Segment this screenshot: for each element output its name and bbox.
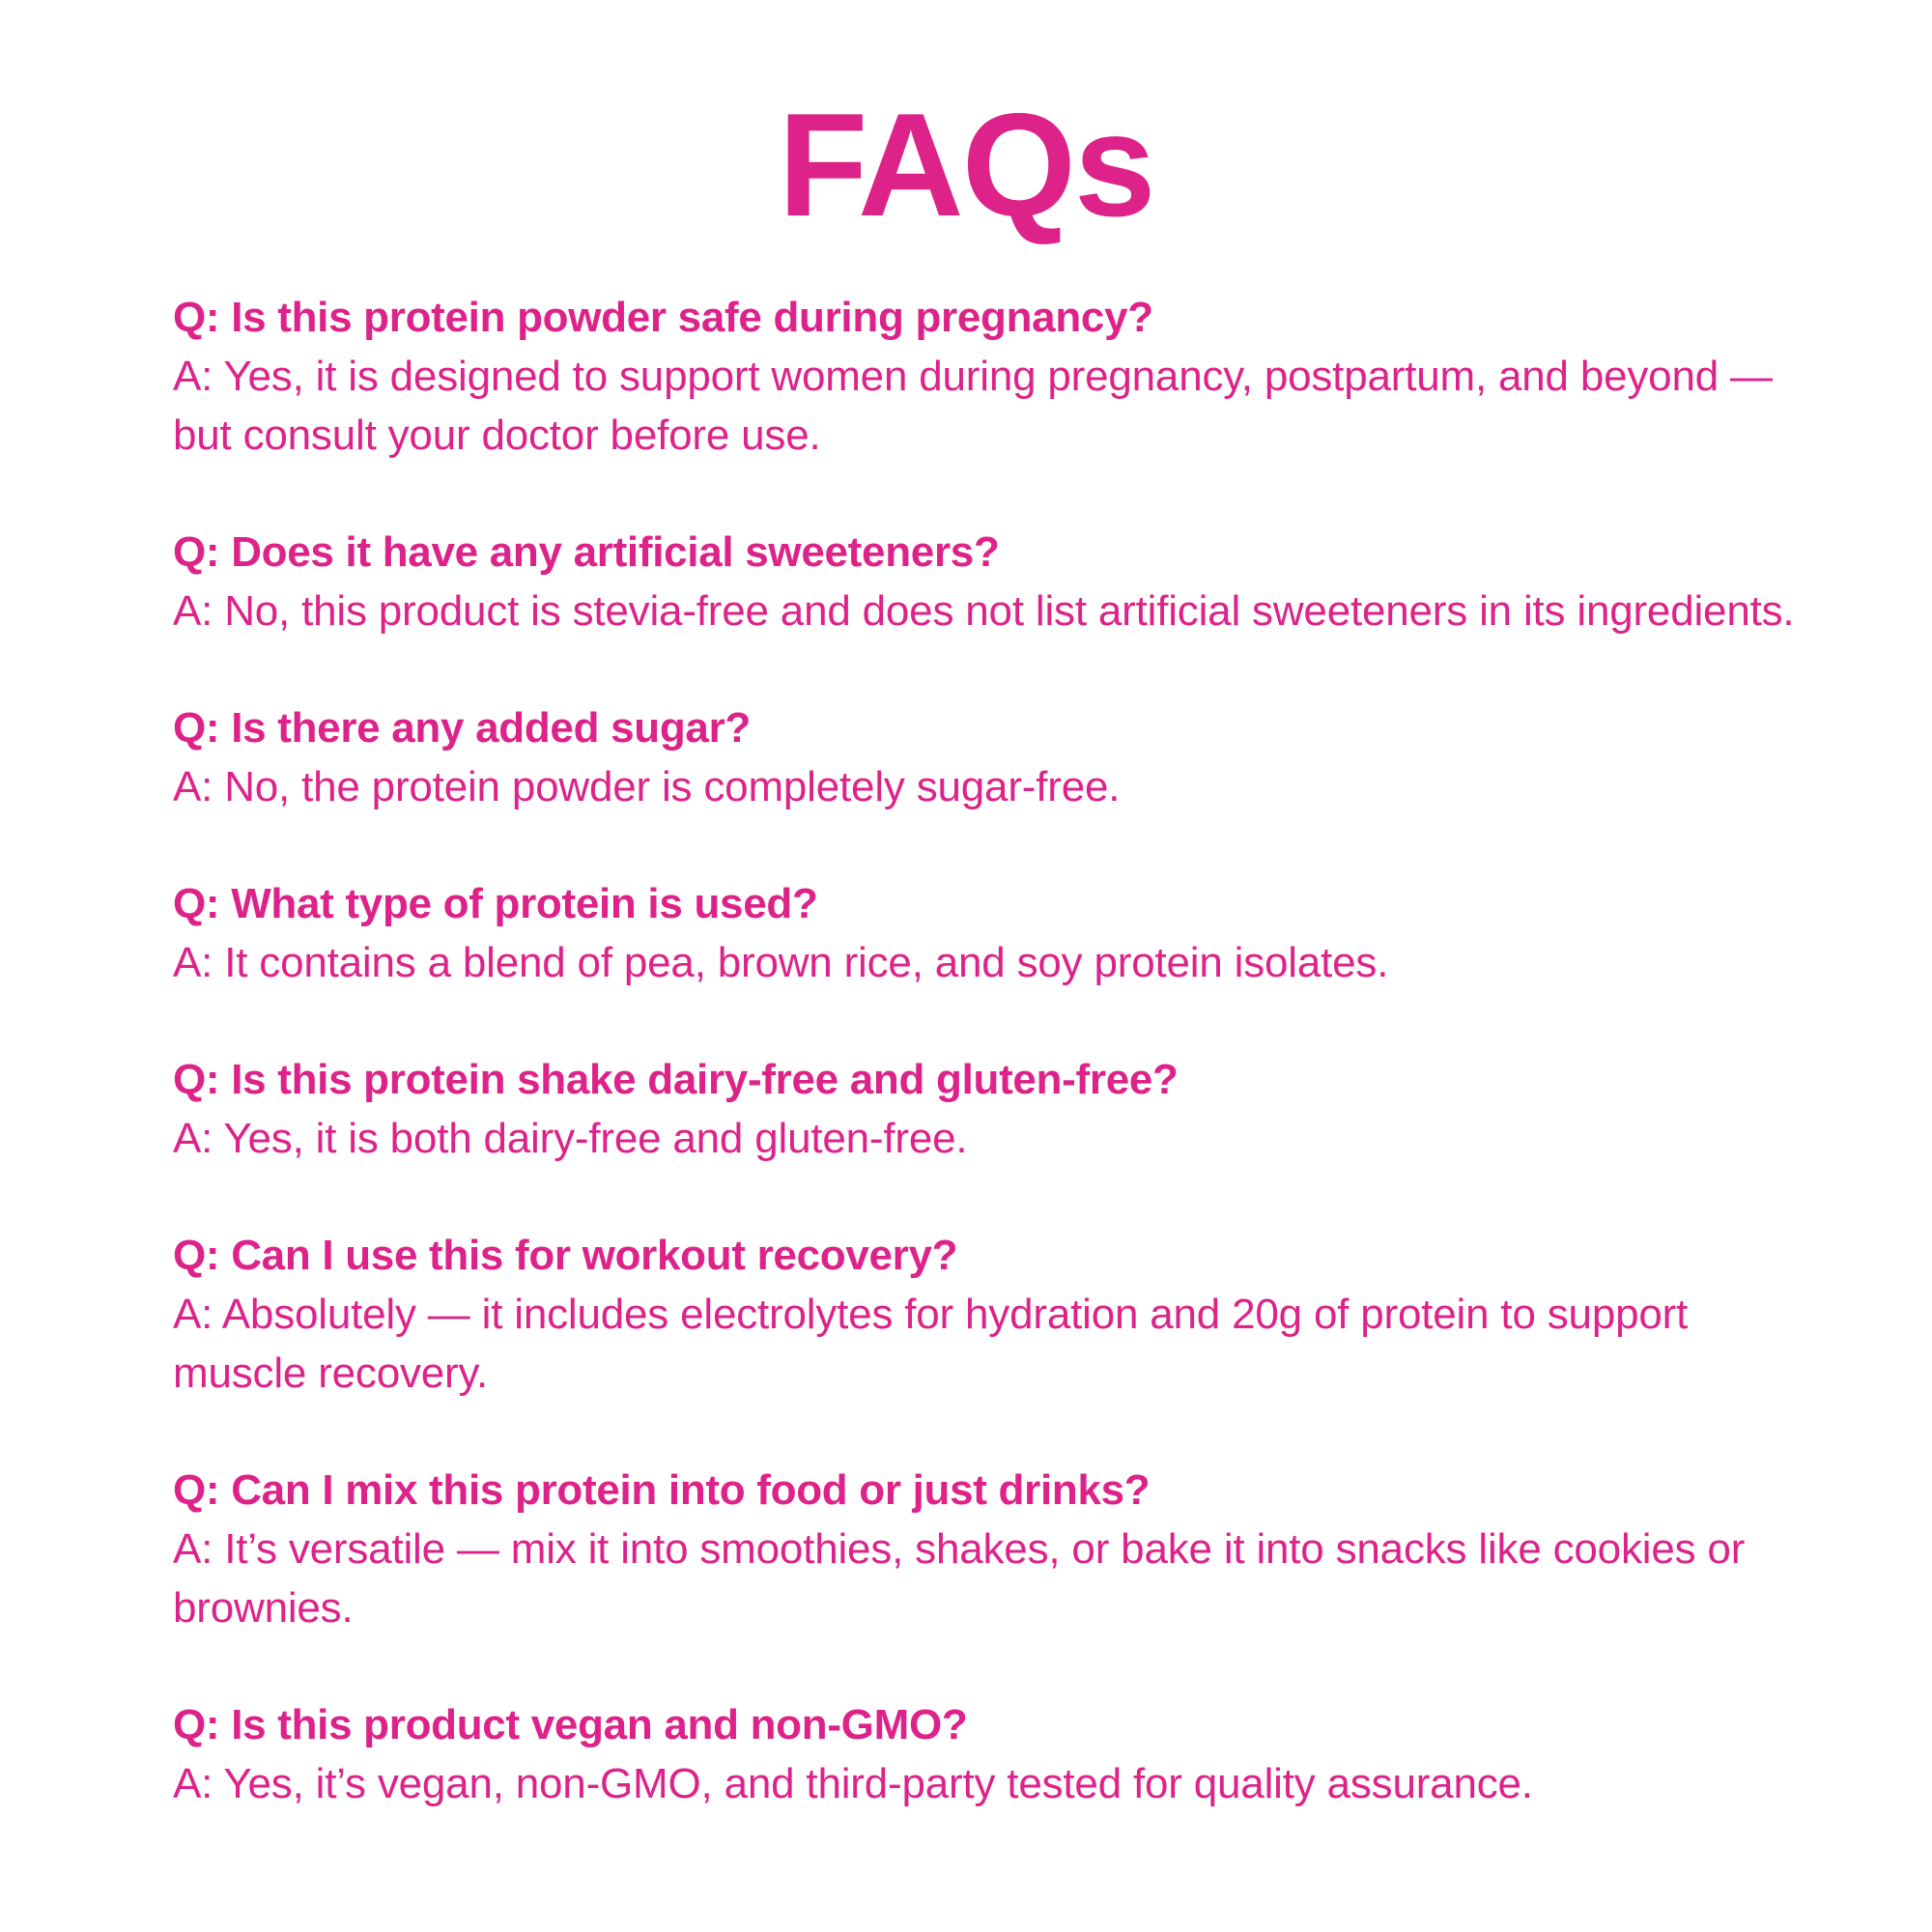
faq-answer: A: No, the protein powder is completely sugar-free.	[173, 763, 1121, 810]
faq-answer: A: It contains a blend of pea, brown rice, and soy protein isolates.	[173, 939, 1389, 986]
faq-question: Q: Is this protein shake dairy-free and gluten-free?	[173, 1056, 1179, 1103]
faq-question: Q: Can I use this for workout recovery?	[173, 1232, 958, 1279]
faq-question: Q: Is there any added sugar?	[173, 704, 751, 752]
faq-item-5	[173, 1050, 1796, 1168]
faq-item-3	[173, 698, 1796, 816]
faq-item-4	[173, 874, 1796, 992]
faq-answer: A: It’s versatile — mix it into smoothies, shakes, or bake it into snacks like cookies or brownies.	[173, 1525, 1746, 1632]
faq-question: Q: Can I mix this protein into food or just drinks?	[173, 1466, 1151, 1514]
faq-item-8	[173, 1695, 1796, 1813]
faq-question: Q: Is this protein powder safe during pregnancy?	[173, 294, 1153, 341]
faq-question: Q: Is this product vegan and non-GMO?	[173, 1701, 968, 1748]
faq-question: Q: What type of protein is used?	[173, 880, 818, 927]
faq-answer: A: Absolutely — it includes electrolytes for hydration and 20g of protein to support muscle recovery.	[173, 1291, 1689, 1397]
faq-answer: A: Yes, it’s vegan, non-GMO, and third-party tested for quality assurance.	[173, 1760, 1533, 1807]
faq-list	[173, 288, 1796, 1813]
faq-item-6	[173, 1226, 1796, 1403]
faq-question: Q: Does it have any artificial sweeteners?	[173, 528, 1000, 576]
faq-item-2	[173, 523, 1796, 640]
faq-answer: A: Yes, it is designed to support women during pregnancy, postpartum, and beyond — but consult your doctor before use.	[173, 353, 1773, 459]
faq-answer: A: No, this product is stevia-free and does not list artificial sweeteners in its ingredients.	[173, 587, 1795, 635]
faq-item-7	[173, 1461, 1796, 1637]
faq-item-1	[173, 288, 1796, 465]
page-title: FAQs	[778, 83, 1154, 247]
faq-answer: A: Yes, it is both dairy-free and gluten-free.	[173, 1115, 968, 1162]
